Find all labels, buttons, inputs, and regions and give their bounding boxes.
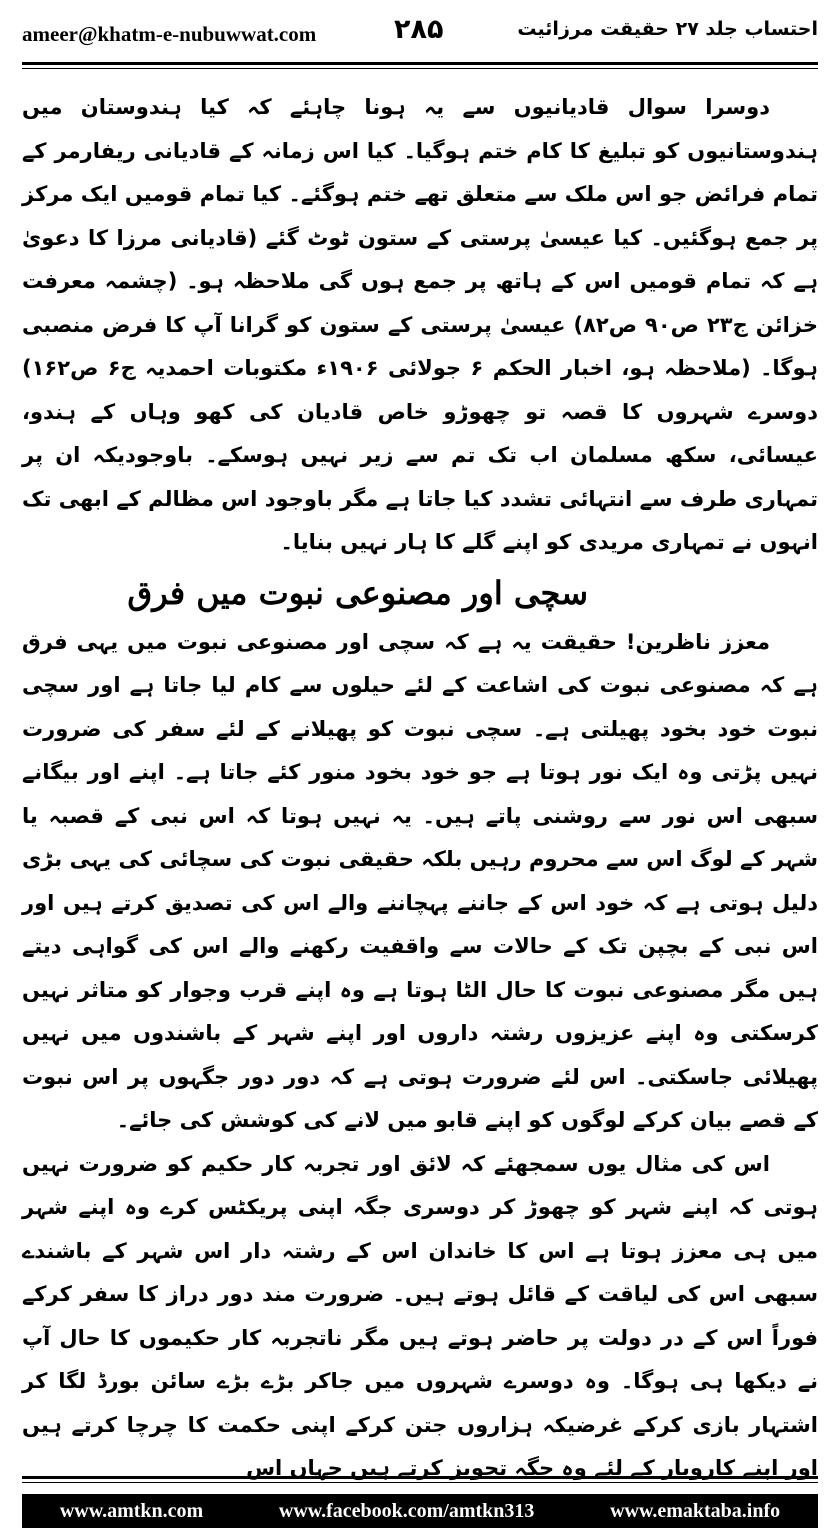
paragraph-3: اس کی مثال یوں سمجھئے کہ لائق اور تجربہ کار حکیم کو ضرورت نہیں ہوتی کہ اپنے شہر کو چھوڑ کر دوسری جگہ اپنی پریکٹس کرے وہ اپنے شہر میں ہی معزز ہوتا ہے اس کا خاندان اس کے رشتہ دار اس شہر کے باشندے سبھی اس کی لیاقت کے قائل ہوتے ہیں۔ ضرورت مند دور دراز کا سفر کرکے فوراً اس کے در دولت پر حاضر ہوتے ہیں مگر ناتجربہ کار حکیموں کا حال آپ نے دیکھا ہی ہوگا۔ وہ دوسرے شہروں میں جاکر بڑے بڑے سائن بورڈ لگا کر اشتہار بازی کرکے غرضیکہ ہزاروں جتن کرکے اپنی حکمت کا چرچا کرتے ہیں اور اپنے کاروبار کے لئے وہ جگہ تجویز کرتے ہیں جہاں اس <box>22 1151 818 1480</box>
footer-link-amtkn[interactable]: www.amtkn.com <box>59 1499 204 1522</box>
footer-link-facebook[interactable]: www.facebook.com/amtkn313 <box>278 1499 535 1522</box>
paragraph-1: دوسرا سوال قادیانیوں سے یہ ہونا چاہئے کہ کیا ہندوستان میں ہندوستانیوں کو تبلیغ کا کام ختم ہوگیا۔ کیا اس زمانہ کے قادیانی ریفارمر کے تمام فرائض جو اس ملک سے متعلق تھے ختم ہوگئے۔ کیا تمام قومیں ایک مرکز پر جمع ہوگئیں۔ کیا عیسیٰ پرستی کے ستون ٹوٹ گئے (قادیانی مرزا کا دعویٰ ہے کہ تمام قومیں اس کے ہاتھ پر جمع ہوں گی ملاحظہ ہو۔ (چشمہ معرفت خزائن ج۲۳ ص۹۰ ص۸۲) عیسیٰ پرستی کے ستون کو گرانا آپ کا فرض منصبی ہوگا۔ (ملاحظہ ہو، اخبار الحکم ۶ جولائی ۱۹۰۶ء مکتوبات احمدیہ ج۶ ص۱۶۲) دوسرے شہروں کا قصہ تو چھوڑو خاص قادیان کی کھو وہاں کے ہندو، عیسائی، سکھ مسلمان اب تک تم سے زیر نہیں ہوسکے۔ باوجودیکہ ان پر تمہاری طرف سے انتہائی تشدد کیا جاتا ہے مگر باوجود اس مظالم کے ابھی تک انہوں نے تمہاری مریدی کو اپنے گلے کا ہار نہیں بنایا۔ <box>22 95 818 554</box>
page-number: ۲۸۵ <box>394 14 444 45</box>
footer-link-emaktaba[interactable]: www.emaktaba.info <box>610 1499 781 1522</box>
running-title: احتساب جلد ۲۷ حقیقت مرزائیت <box>517 18 818 40</box>
header-rule <box>22 62 818 69</box>
page-body <box>22 86 818 1491</box>
paragraph-2: معزز ناظرین! حقیقت یہ ہے کہ سچی اور مصنوعی نبوت میں یہی فرق ہے کہ مصنوعی نبوت کی اشاعت کے لئے حیلوں سے کام لیا جاتا ہے اور سچی نبوت خود بخود پھیلتی ہے۔ سچی نبوت کو پھیلانے کے لئے سفر کی ضرورت نہیں پڑتی وہ ایک نور ہوتا ہے جو خود بخود منور کئے جاتا ہے۔ اپنے اور بیگانے سبھی اس نور سے روشنی پاتے ہیں۔ یہ نہیں ہوتا کہ اس نبی کے قصبہ یا شہر کے لوگ اس سے محروم رہیں بلکہ حقیقی نبوت کی سچائی کی یہی بڑی دلیل ہوتی ہے کہ خود اس کے جاننے پہچاننے والے اس کی تصدیق کرتے ہیں اور اس نبی کے بچپن تک کے حالات سے واقفیت رکھنے والے اس کی گواہی دیتے ہیں مگر مصنوعی نبوت کا حال الٹا ہوتا ہے وہ اپنے قرب وجوار کو متاثر نہیں کرسکتی وہ اپنے عزیزوں رشتہ داروں اور اپنے شہر کے باشندوں میں نہیں پھیلائی جاسکتی۔ اس لئے ضرورت ہوتی ہے کہ دور دور جگہوں پر اس نبوت کے قصے بیان کرکے لوگوں کو اپنے قابو میں لانے کی کوشش کی جائے۔ <box>22 629 818 1132</box>
footer-bar <box>22 1494 818 1528</box>
email-address[interactable]: ameer@khatm-e-nubuwwat.com <box>22 22 317 46</box>
section-heading: سچی اور مصنوعی نبوت میں فرق <box>127 573 588 612</box>
page-header <box>22 14 818 54</box>
footer-rule <box>22 1476 818 1483</box>
